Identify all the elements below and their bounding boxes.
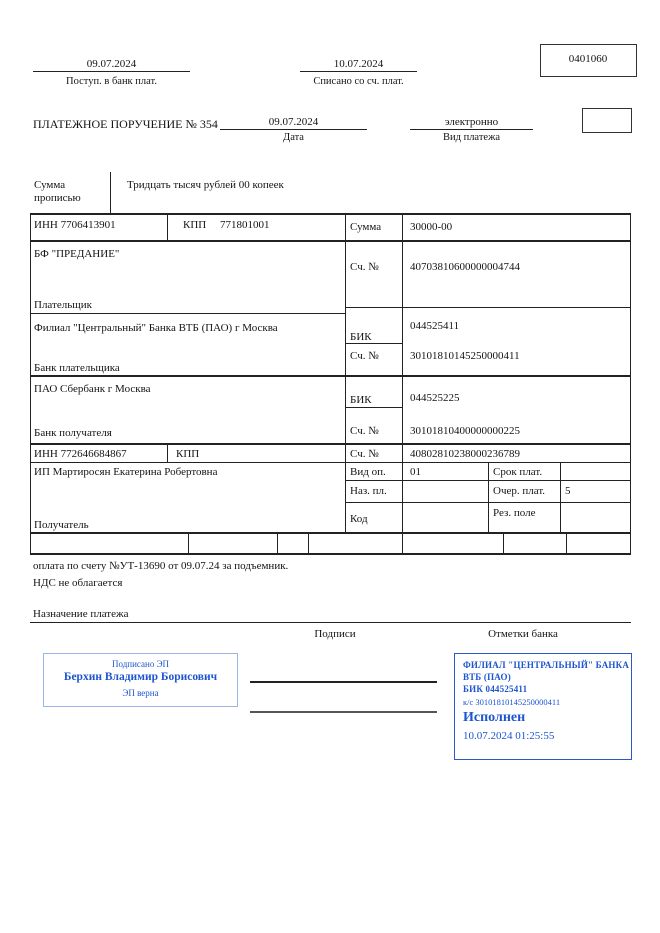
payer-bank-section-label: Банк плательщика [34,362,120,374]
divider [300,71,417,72]
purpose-section-label: Назначение платежа [33,608,129,620]
signatures-header: Подписи [314,628,356,640]
payer-bank-bik-label: БИК [350,331,372,343]
divider [566,532,567,554]
payee-bank-name: ПАО Сбербанк г Москва [34,383,151,395]
purpose-line1: оплата по счету №УТ-13690 от 09.07.24 за подъемник. [33,560,289,572]
payee-bank-account: 30101810400000000225 [410,425,520,437]
received-in-bank-label: Поступ. в банк плат. [66,76,157,87]
divider [167,213,168,241]
electronic-signature-stamp [43,653,238,707]
signature-stamp-line3: ЭП верна [122,688,159,698]
payee-bank-account-label: Сч. № [350,425,379,437]
payer-account-label: Сч. № [350,261,379,273]
divider [560,462,561,533]
debited-date: 10.07.2024 [333,58,384,70]
op-type-value: 01 [410,466,421,478]
payee-name: ИП Мартиросян Екатерина Робертовна [34,466,218,478]
payer-name: БФ "ПРЕДАНИЕ" [34,248,120,260]
payee-section-label: Получатель [34,519,89,531]
divider [345,213,346,533]
divider [503,532,504,554]
divider [110,172,111,214]
signature-stamp-line1: Подписано ЭП [111,659,170,669]
divider [308,532,309,554]
bank-stamp-line1: ФИЛИАЛ "ЦЕНТРАЛЬНЫЙ" БАНКА [463,660,630,670]
payer-bank-bik: 044525411 [410,320,460,332]
document-date: 09.07.2024 [268,116,319,128]
divider [402,213,403,554]
payer-kpp-label: КПП [183,219,207,231]
divider [30,213,31,554]
payee-inn: ИНН 772646684867 [34,448,127,460]
bank-stamp-status: Исполнен [463,710,526,725]
payer-account: 40703810600000004744 [410,261,520,273]
divider [30,553,631,555]
debited-label: Списано со сч. плат. [313,76,404,87]
divider [30,313,346,314]
amount-in-words-label: Сумма прописью [34,179,81,204]
divider [30,443,631,445]
bank-stamp-line2: ВТБ (ПАО) [463,672,511,682]
purpose-code-label: Наз. пл. [350,485,387,497]
divider [30,622,631,623]
priority-value: 5 [565,485,571,497]
purpose-line2: НДС не облагается [33,577,123,589]
document-date-label: Дата [283,132,304,143]
divider [220,129,367,130]
payee-bank-bik: 044525225 [410,392,460,404]
divider [33,71,190,72]
bank-stamp-line3: БИК 044525411 [463,684,528,694]
received-in-bank-date: 09.07.2024 [86,58,137,70]
divider [488,462,489,533]
payee-bank-bik-label: БИК [350,394,372,406]
divider [30,213,631,215]
payee-bank-section-label: Банк получателя [34,427,112,439]
payer-status-box [582,108,632,133]
signature-line-1 [250,681,437,683]
divider [345,307,631,308]
bank-stamp-corr-account: к/с 30101810145250000411 [463,697,561,707]
payer-bank-account: 30101810145250000411 [410,350,520,362]
payee-kpp-label: КПП [176,448,200,460]
divider [30,532,631,534]
sum-label: Сумма [350,221,382,233]
divider [167,443,168,463]
divider [345,343,403,344]
payer-section-label: Плательщик [34,299,92,311]
divider [410,129,533,130]
payer-inn: ИНН 7706413901 [34,219,116,231]
pay-term-label: Срок плат. [493,466,543,478]
bank-marks-header: Отметки банка [488,628,558,640]
signature-line-2 [250,711,437,713]
payee-account: 40802810238000236789 [410,448,520,460]
payer-bank-account-label: Сч. № [350,350,379,362]
payee-account-label: Сч. № [350,448,379,460]
divider [188,532,189,554]
payer-kpp-value: 771801001 [220,219,270,231]
op-type-label: Вид оп. [350,466,386,478]
reserve-field-label: Рез. поле [493,507,536,519]
bank-execution-stamp [454,653,632,760]
payer-bank-name: Филиал "Центральный" Банка ВТБ (ПАО) г Москва [34,322,278,334]
divider [30,462,631,463]
signature-stamp-name: Берхин Владимир Борисович [63,671,218,683]
sum-value: 30000-00 [410,221,453,233]
divider [30,240,631,242]
divider [277,532,278,554]
priority-label: Очер. плат. [493,485,546,497]
bank-stamp-datetime: 10.07.2024 01:25:55 [463,730,555,742]
amount-in-words: Тридцать тысяч рублей 00 копеек [127,179,284,191]
divider [30,375,631,377]
form-code-box [540,44,637,77]
divider [630,213,631,554]
document-title: ПЛАТЕЖНОЕ ПОРУЧЕНИЕ № 354 [33,117,218,131]
divider [345,407,403,408]
payment-kind-label: Вид платежа [442,132,500,143]
payment-kind-value: электронно [444,116,499,128]
code-label: Код [350,513,368,525]
form-code: 0401060 [568,53,608,65]
